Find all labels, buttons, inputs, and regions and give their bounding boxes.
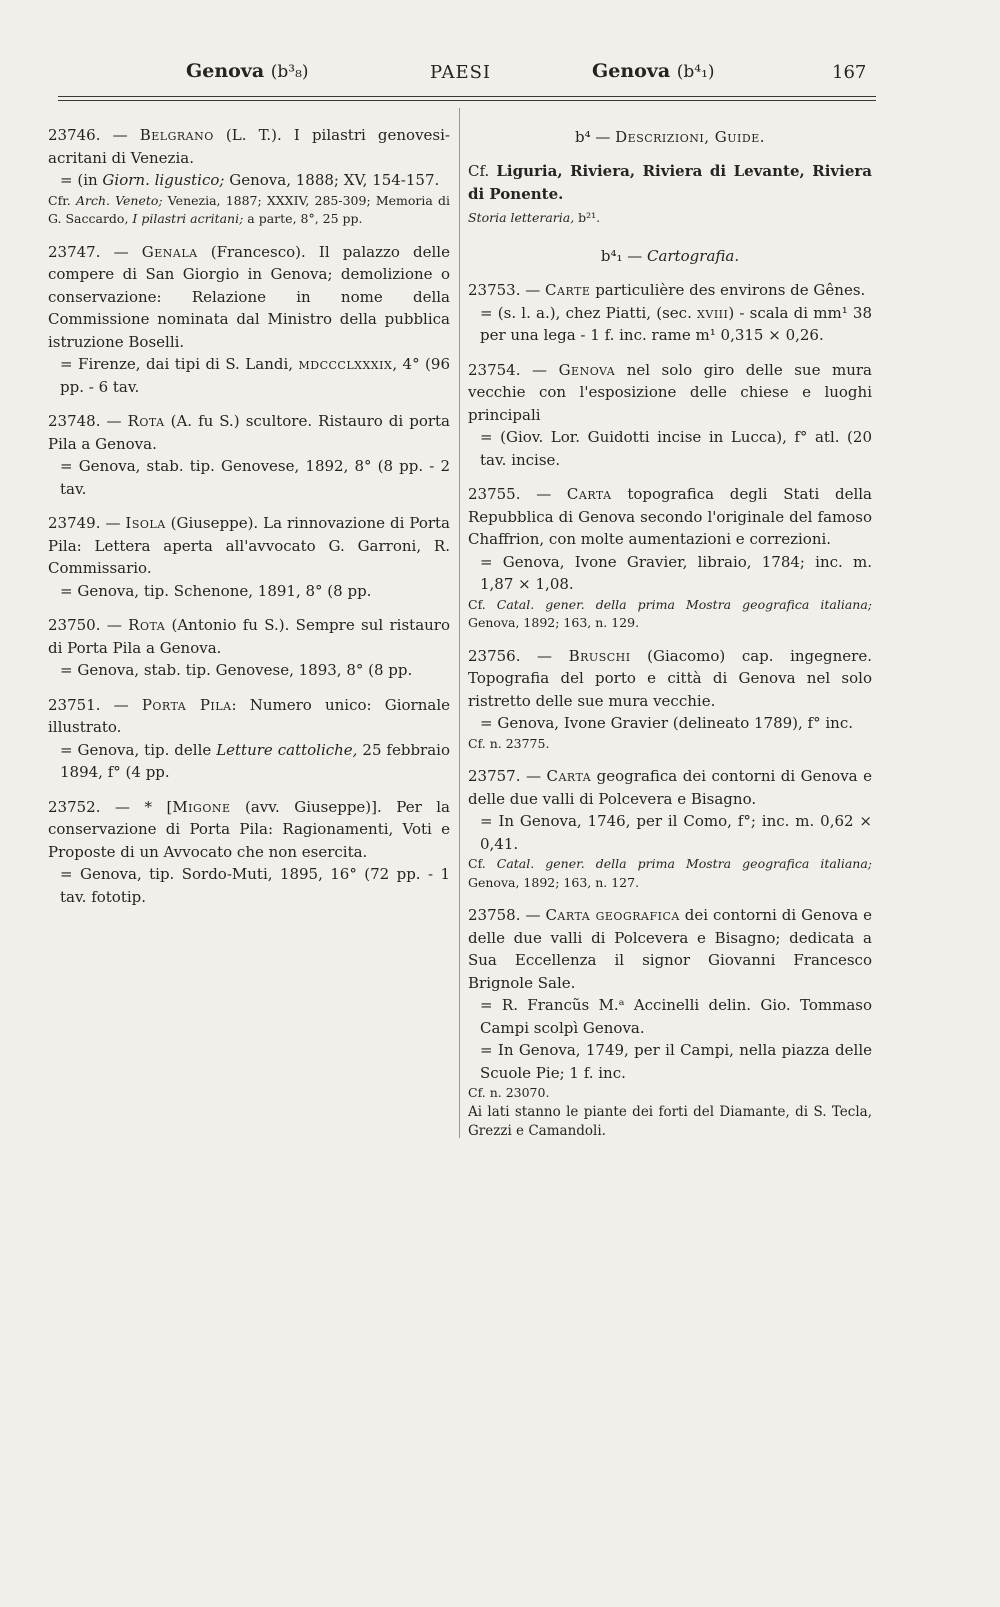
entry-23754 <box>468 359 872 472</box>
imprint-text: = Firenze, dai tipi di S. Landi, <box>60 355 299 373</box>
note-text: a parte, 8°, 25 pp. <box>243 211 363 226</box>
entry-author: Carta <box>566 485 612 503</box>
entry-dash: — <box>100 514 126 532</box>
imprint-century: xviii <box>697 303 729 322</box>
entry-dash: — <box>520 360 559 379</box>
entry-text: (Antonio fu S.). Sempre sul ristauro di Porta Pila a Genova. <box>48 616 450 657</box>
entry-text: (Giuseppe). La rinnovazione di Porta Pila: Lettera aperta all'avvocato G. Garroni, R. Commissario. <box>48 514 450 577</box>
entry-author: Genala <box>141 242 198 261</box>
entry-note <box>48 192 450 229</box>
left-column <box>48 124 450 920</box>
entry-title <box>48 124 450 169</box>
imprint-text: ) - scala di mm¹ 38 per una lega - 1 f. inc. rame m¹ 0,315 × 0,26. <box>480 303 872 344</box>
entry-author: Bruschi <box>568 646 631 665</box>
entry-number: 23753. <box>468 281 521 299</box>
entry-imprint: = R. Francũs M.ᵃ Accinelli delin. Gio. Tommaso Campi scolpì Genova. <box>480 996 872 1037</box>
cf-label: Cf. <box>468 162 497 180</box>
imprint-text: = Genova, tip. delle <box>60 740 217 759</box>
entry-author: Genova <box>558 360 616 379</box>
running-head-left-title: Genova <box>186 60 265 82</box>
running-head-right-classmark: (b⁴₁) <box>676 62 715 82</box>
header-rule-bottom <box>58 100 876 101</box>
storia-title: Storia letteraria, <box>468 210 575 225</box>
entry-imprint: = Genova, Ivone Gravier, libraio, 1784; inc. m. 1,87 × 1,08. <box>480 552 872 593</box>
entry-dash: — <box>520 485 567 503</box>
entry-number: 23752. <box>48 797 101 816</box>
entry-text: particulière des environs de Gênes. <box>590 281 866 299</box>
entry-imprint <box>48 739 450 784</box>
header-rule-top <box>58 96 876 97</box>
note-text: Cfr. <box>48 192 76 208</box>
entry-text: : Numero unico: Giornale illustrato. <box>48 695 450 736</box>
entry-title <box>468 765 872 810</box>
entry-23758 <box>468 904 872 1141</box>
entry-23749 <box>48 512 450 602</box>
entry-imprint <box>48 353 450 398</box>
entry-dash: — <box>520 906 546 924</box>
note-text: Cf. <box>468 856 497 871</box>
entry-dash: — <box>100 616 129 634</box>
entry-imprint: = In Genova, 1746, per il Como, f°; inc. m. 0,62 × 0,41. <box>480 812 872 853</box>
entry-imprint <box>48 169 450 192</box>
entry-text: geografica dei contorni di Genova e delle due valli di Polcevera e Bisagno. <box>468 767 872 808</box>
entry-author: Carta geografica <box>545 906 680 924</box>
section-title: Cartografia. <box>647 247 740 265</box>
storia-code: b²¹. <box>574 210 601 225</box>
entry-dash: — <box>100 242 142 261</box>
entry-closing-note: Ai lati stanno le piante dei forti del Diamante, di S. Tecla, Grezzi e Camandoli. <box>468 1103 872 1139</box>
imprint-year: mdccclxxxix <box>298 355 393 373</box>
entry-prefix: * [ <box>144 797 173 816</box>
cross-reference-liguria <box>468 160 872 205</box>
entry-number: 23746. <box>48 126 101 144</box>
entry-imprint: = Genova, stab. tip. Genovese, 1892, 8° (8 pp. - 2 tav. <box>60 457 450 498</box>
imprint-journal: Giorn. ligustico; <box>102 171 225 189</box>
entry-number: 23757. <box>468 767 521 785</box>
entry-text: (L. T.). I pilastri genovesi-acritani di Venezia. <box>48 126 450 167</box>
entry-author: Belgrano <box>139 126 214 144</box>
section-code: b⁴ — <box>574 128 616 146</box>
entry-number: 23755. <box>468 485 521 503</box>
column-divider <box>459 108 460 1138</box>
entry-title <box>48 241 450 354</box>
section-heading-cartografia <box>468 247 872 265</box>
entry-text: (avv. Giuseppe)]. Per la conservazione di Porta Pila: Ragionamenti, Voti e Proposte di un Avvocato che non esercita. <box>48 797 450 861</box>
imprint-text: 25 febbraio 1894, f° (4 pp. <box>60 740 450 781</box>
entry-text: nel solo giro delle sue mura vecchie con l'esposizione delle chiese e luoghi principali <box>468 360 872 424</box>
entry-author: Carta <box>546 767 592 785</box>
entry-23751 <box>48 694 450 784</box>
entry-dash: — <box>100 695 142 714</box>
entry-imprint: = In Genova, 1749, per il Campi, nella piazza delle Scuole Pie; 1 f. inc. <box>480 1041 872 1082</box>
entry-title <box>468 645 872 713</box>
entry-23757 <box>468 765 872 892</box>
entry-number: 23756. <box>468 646 521 665</box>
entry-text: (Giacomo) cap. ingegnere. Topografia del porto e città di Genova nel solo ristretto delle sue mura vecchie. <box>468 646 872 710</box>
entry-dash: — <box>520 281 546 299</box>
entry-number: 23748. <box>48 412 101 430</box>
entry-dash: — <box>520 646 569 665</box>
running-head-left <box>186 60 309 82</box>
entry-author: Migone <box>172 797 231 816</box>
entry-author: Carte <box>545 281 591 299</box>
section-title: Descrizioni, Guide. <box>615 128 766 146</box>
cross-reference-storia <box>468 209 872 227</box>
page-number: 167 <box>832 62 867 83</box>
note-journal: Arch. Veneto; <box>75 192 163 208</box>
imprint-text: = (s. l. a.), chez Piatti, (sec. <box>480 303 698 322</box>
entry-number: 23758. <box>468 906 521 924</box>
entry-text: (A. fu S.) scultore. Ristauro di porta Pila a Genova. <box>48 412 450 453</box>
cf-topics: Liguria, Riviera, Riviera di Levante, Riviera di Ponente. <box>468 162 873 203</box>
entry-23752 <box>48 796 450 909</box>
entry-imprint <box>468 302 872 347</box>
entry-23753 <box>468 279 872 347</box>
entry-imprint: = Genova, Ivone Gravier (delineato 1789), f° inc. <box>480 714 854 732</box>
entry-title <box>468 483 872 551</box>
entry-author: Porta Pila <box>141 695 232 714</box>
entry-23747 <box>48 241 450 399</box>
section-heading-descrizioni <box>468 128 872 146</box>
entry-author: Rota <box>128 616 166 634</box>
note-text: Genova, 1892; 163, n. 127. <box>468 874 640 890</box>
entry-title <box>48 410 450 455</box>
entry-imprint: = Genova, tip. Sordo-Muti, 1895, 16° (72 pp. - 1 tav. fototip. <box>60 865 450 906</box>
entry-title <box>468 279 872 302</box>
entry-23750 <box>48 614 450 682</box>
entry-title <box>48 796 450 864</box>
entry-title <box>48 614 450 659</box>
entry-imprint: = (Giov. Lor. Guidotti incise in Lucca), f° atl. (20 tav. incise. <box>480 428 872 469</box>
entry-title <box>48 512 450 580</box>
entry-note: Cf. n. 23070. <box>468 1085 550 1100</box>
imprint-text: = (in <box>60 171 103 189</box>
entry-text: dei contorni di Genova e delle due valli di Polcevera e Bisagno; dedicata a Sua Eccellenza il signor Giovanni Francesco Brignole Sale. <box>468 906 872 992</box>
entry-imprint: = Genova, stab. tip. Genovese, 1893, 8° (8 pp. <box>60 661 413 679</box>
imprint-text: , 4° (96 pp. - 6 tav. <box>60 355 450 396</box>
note-text: Venezia, 1887; XXXIV, 285-309; Memoria di G. Saccardo, <box>48 192 450 226</box>
imprint-text: Genova, 1888; XV, 154-157. <box>224 171 440 189</box>
note-title: I pilastri acritani; <box>132 211 244 226</box>
right-column <box>468 124 872 1153</box>
entry-dash: — <box>100 126 140 144</box>
running-head-right <box>592 60 715 82</box>
entry-dash: — <box>520 767 547 785</box>
entry-23756 <box>468 645 872 754</box>
entry-dash: — <box>100 412 128 430</box>
running-head-right-title: Genova <box>592 60 671 82</box>
entry-note <box>468 596 872 633</box>
entry-title <box>48 694 450 739</box>
entry-imprint: = Genova, tip. Schenone, 1891, 8° (8 pp. <box>60 581 372 600</box>
entry-title <box>468 904 872 994</box>
entry-23748 <box>48 410 450 500</box>
running-head <box>0 60 1000 94</box>
cross-reference <box>468 160 872 227</box>
section-code: b⁴₁ — <box>600 247 648 265</box>
entry-number: 23751. <box>48 695 101 714</box>
note-text: Cf. <box>468 596 497 612</box>
entry-author: Rota <box>127 412 165 430</box>
imprint-series: Letture cattoliche, <box>216 740 358 759</box>
entry-note: Cf. n. 23775. <box>468 735 550 751</box>
note-title: Catal. gener. della prima Mostra geografica italiana; <box>496 856 872 871</box>
note-title: Catal. gener. della prima Mostra geografica italiana; <box>496 596 872 612</box>
entry-text: topografica degli Stati della Repubblica di Genova secondo l'originale del famoso Chaffrion, con molte aumentazioni e correzioni. <box>468 485 872 548</box>
running-head-center: PAESI <box>430 62 492 83</box>
entry-23755 <box>468 483 872 633</box>
entry-dash: — <box>100 797 145 816</box>
entry-number: 23747. <box>48 242 101 261</box>
entry-title <box>468 359 872 427</box>
entry-number: 23749. <box>48 514 101 532</box>
entry-number: 23750. <box>48 616 101 634</box>
running-head-left-classmark: (b³₈) <box>270 62 309 82</box>
entry-number: 23754. <box>468 360 521 379</box>
entry-author: Isola <box>125 514 166 532</box>
entry-23746 <box>48 124 450 229</box>
entry-note <box>468 855 872 892</box>
note-text: Genova, 1892; 163, n. 129. <box>468 615 640 630</box>
entry-text: (Francesco). Il palazzo delle compere di San Giorgio in Genova; demolizione o conservazione: Relazione in nome della Commissione nominata dal Ministro della pubblica istruzione Boselli. <box>48 242 450 351</box>
